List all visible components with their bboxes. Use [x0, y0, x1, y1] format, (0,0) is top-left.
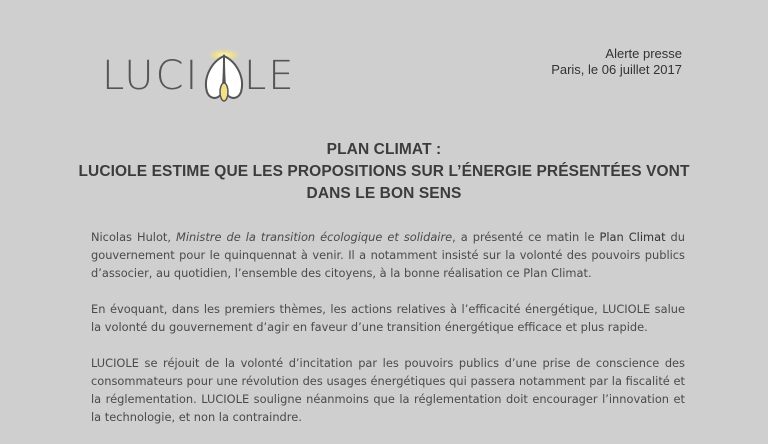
p1-plan-climat: Plan Climat — [599, 230, 666, 244]
paragraph-3: LUCIOLE se réjouit de la volonté d’incitation par les pouvoirs publics d’une prise de conscience des consommateurs pour une révolution des usages énergétiques qui passera notamment par la fiscalité et la réglementation. LUCIOLE souligne néanmoins que la réglementation doit encourager l’innovation et la technologie, et non la contraindre. — [91, 356, 685, 424]
paragraph-1 — [91, 228, 685, 282]
page-title — [60, 139, 708, 205]
paragraph-2: En évoquant, dans les premiers thèmes, les actions relatives à l’efficacité énergétique, LUCIOLE salue la volonté du gouvernement d’agir en faveur d’une transition énergétique efficace et plus rapide. — [91, 302, 685, 334]
title-line-3: DANS LE BON SENS — [306, 185, 462, 202]
press-info — [551, 46, 682, 78]
p1-text-a: Nicolas Hulot, — [91, 230, 177, 244]
p1-text-e: du gouvernement pour le quinquennat à venir. Il a notamment insisté sur la volonté des pouvoirs publics d’associer, au quotidien, l’ensemble des citoyens, à la bonne réalisation ce Plan Climat. — [91, 230, 685, 280]
press-date: Paris, le 06 juillet 2017 — [551, 62, 682, 77]
press-body — [91, 228, 685, 444]
press-alert-label: Alerte presse — [605, 46, 682, 61]
title-line-1: PLAN CLIMAT : — [326, 141, 442, 158]
firefly-icon — [201, 48, 247, 104]
logo-text-right: LE — [244, 53, 296, 99]
p1-text-c: , a présenté ce matin le — [452, 230, 600, 244]
title-line-2: LUCIOLE ESTIME QUE LES PROPOSITIONS SUR L’ÉNERGIE PRÉSENTÉES VONT — [78, 163, 690, 180]
logo-text-left: LUCI — [102, 53, 200, 99]
p1-minister-title: Ministre de la transition écologique et solidaire — [176, 230, 453, 244]
